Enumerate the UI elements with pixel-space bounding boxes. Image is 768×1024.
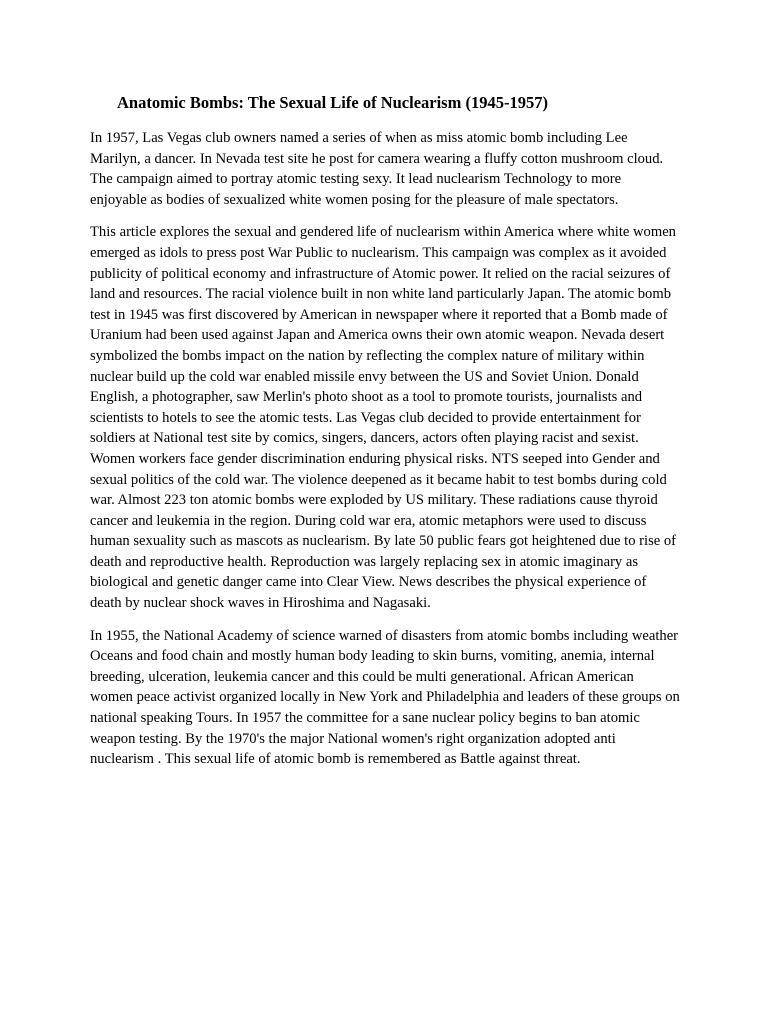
paragraph-1: In 1957, Las Vegas club owners named a series of when as miss atomic bomb including Lee Marilyn, a dancer. In Nevada test site he post for camera wearing a fluffy cotton mushroom cloud. The campaign aimed to portray atomic testing sexy. It lead nuclearism Technology to more enjoyable as bodies of sexualized white women posing for the pleasure of male spectators. [90, 130, 664, 208]
paragraph-2: This article explores the sexual and gendered life of nuclearism within America where white women emerged as idols to press post War Public to nuclearism. This campaign was complex as it avoided publicity of political economy and infrastructure of Atomic power. It relied on the racial seizures of land and resources. The racial violence built in non white land particularly Japan. The atomic bomb test in 1945 was first discovered by American in newspaper where it reported that a Bomb made of Uranium had been used against Japan and America owns their own atomic weapon. Nevada desert symbolized the bombs impact on the nation by reflecting the complex nature of military within nuclear build up the cold war enabled missile envy between the US and Soviet Union. Donald English, a photographer, saw Merlin's photo shoot as a tool to promote tourists, journalists and scientists to hotels to see the atomic tests. Las Vegas club decided to provide entertainment for soldiers at National test site by comics, singers, dancers, actors often playing racist and sexist. Women workers face gender discrimination enduring physical risks. NTS seeped into Gender and sexual politics of the cold war. The violence deepened as it became habit to test bombs during cold war. Almost 223 ton atomic bombs were exploded by US military. These radiations cause thyroid cancer and leukemia in the region. During cold war era, atomic metaphors were used to discuss human sexuality such as mascots as nuclearism. By late 50 public fears got heightened due to rise of death and reproductive health. Reproduction was largely replacing sex in atomic imaginary as biological and genetic danger came into Clear View. News describes the physical experience of death by nuclear shock waves in Hiroshima and Nagasaki. [90, 224, 677, 612]
paragraph-3: In 1955, the National Academy of science warned of disasters from atomic bombs including weather Oceans and food chain and mostly human body leading to skin burns, vomiting, anemia, internal breeding, ulceration, leukemia cancer and this could be multi generational. African American women peace activist organized locally in New York and Philadelphia and leaders of these groups on national speaking Tours. In 1957 the committee for a sane nuclear policy begins to ban atomic weapon testing. By the 1970's the major National women's right organization adopted anti nuclearism . This sexual life of atomic bomb is remembered as Battle against threat. [90, 627, 680, 768]
document-title: Anatomic Bombs: The Sexual Life of Nuclearism (1945-1957) [117, 93, 548, 112]
document-body [90, 128, 680, 782]
